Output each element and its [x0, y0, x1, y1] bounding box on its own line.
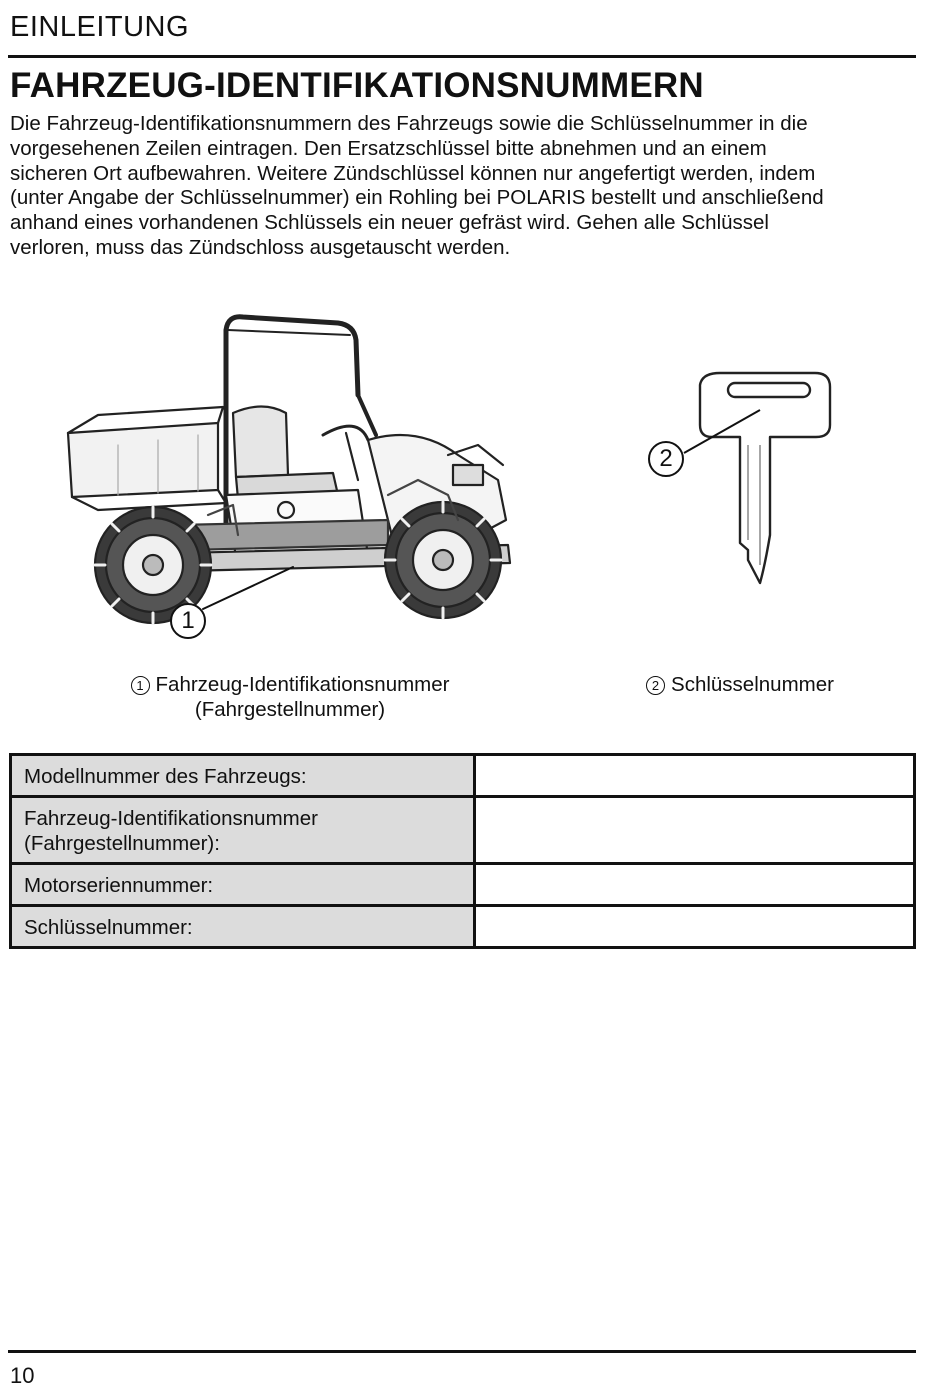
- caption-text: Fahrzeug-Identifikationsnummer: [155, 673, 450, 696]
- vin-field[interactable]: [475, 797, 915, 864]
- row-label-vin: Fahrzeug-Identifikationsnummer (Fahrgestellnummer):: [11, 797, 475, 864]
- callout-number-1: 1: [170, 603, 206, 639]
- table-row: [11, 906, 915, 948]
- row-label-engine-serial: Motorseriennummer:: [11, 864, 475, 906]
- utility-vehicle-illustration: [58, 305, 533, 645]
- row-label-model-number: Modellnummer des Fahrzeugs:: [11, 755, 475, 797]
- engine-serial-field[interactable]: [475, 864, 915, 906]
- page-title: FAHRZEUG-IDENTIFIKATIONSNUMMERN: [10, 66, 704, 105]
- table-row: [11, 755, 915, 797]
- page-number: 10: [10, 1363, 35, 1388]
- ignition-key-illustration: [640, 365, 850, 595]
- table-row: [11, 864, 915, 906]
- key-number-field[interactable]: [475, 906, 915, 948]
- intro-line: Die Fahrzeug-Identifikationsnummern des Fahrzeugs sowie die Schlüsselnummer in die: [10, 112, 808, 135]
- footer-divider: [8, 1350, 916, 1353]
- intro-line: verloren, muss das Zündschloss ausgetauscht werden.: [10, 235, 511, 259]
- row-label-key-number: Schlüsselnummer:: [11, 906, 475, 948]
- section-header: EINLEITUNG: [10, 11, 190, 43]
- table-row: [11, 797, 915, 864]
- intro-line: vorgesehenen Zeilen eintragen. Den Ersatzschlüssel bitte abnehmen und an einem: [10, 136, 767, 160]
- caption-marker: 1: [131, 676, 150, 695]
- intro-line: anhand eines vorhandenen Schlüssels ein neuer gefräst wird. Gehen alle Schlüssel: [10, 211, 769, 235]
- intro-line: (unter Angabe der Schlüsselnummer) ein Rohling bei POLARIS bestellt und anschließend: [10, 186, 824, 210]
- intro-paragraph: [10, 112, 915, 261]
- callout-number-2: 2: [648, 441, 684, 477]
- header-divider: [8, 55, 916, 58]
- caption-marker: 2: [646, 676, 665, 695]
- identification-table: [9, 753, 916, 949]
- caption-vin: [90, 672, 490, 722]
- intro-line: sicheren Ort aufbewahren. Weitere Zündschlüssel können nur angefertigt werden, indem: [10, 161, 816, 185]
- caption-text-line2: (Fahrgestellnummer): [194, 698, 386, 721]
- caption-text: Schlüsselnummer: [671, 673, 834, 696]
- caption-key-number: [620, 672, 860, 697]
- model-number-field[interactable]: [475, 755, 915, 797]
